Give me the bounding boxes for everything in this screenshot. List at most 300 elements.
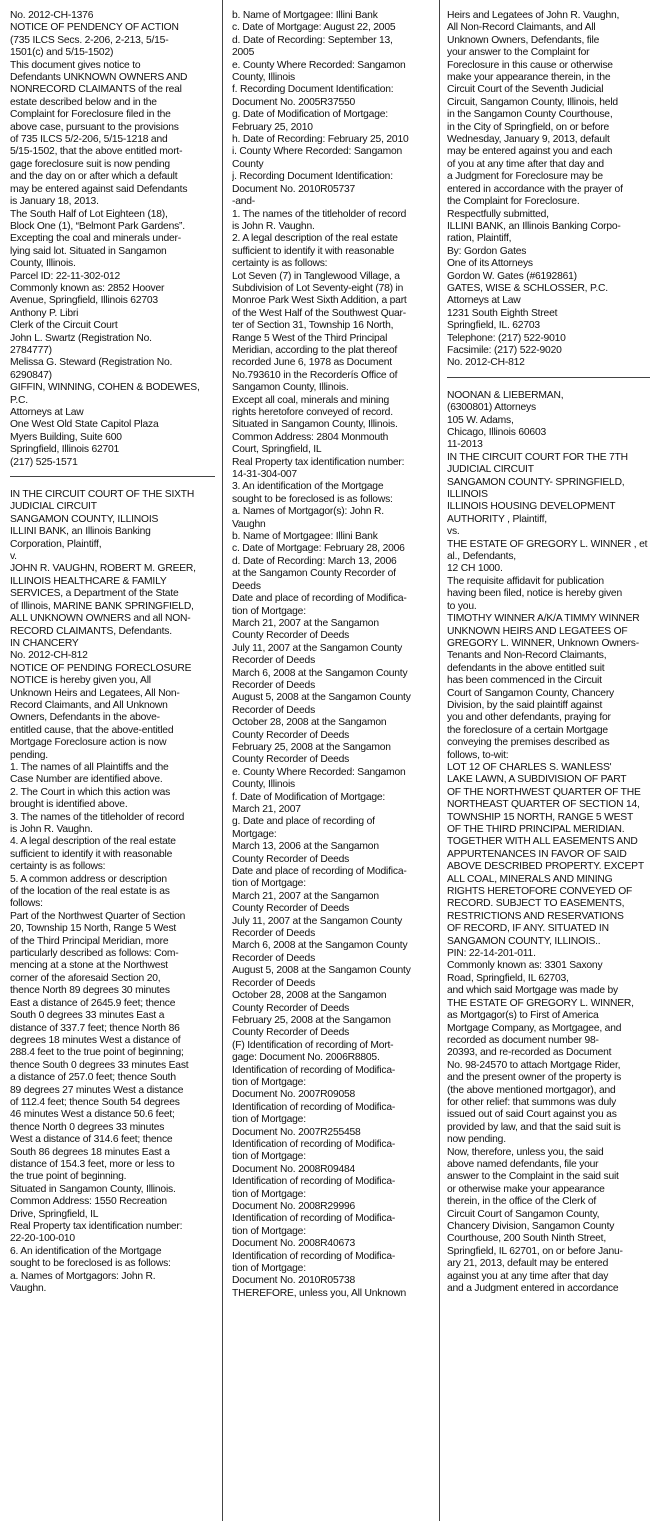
notice-line: LAKE LAWN, A SUBDIVISION OF PART	[447, 774, 627, 786]
notice-line: March 13, 2006 at the Sangamon	[232, 841, 379, 853]
notice-line: Corporation, Plaintiff,	[10, 538, 102, 550]
notice-line: Date and place of recording of Modifica-	[232, 593, 407, 605]
notice-line: Anthony P. Libri	[10, 307, 79, 319]
notice-line: and which said Mortgage was made by	[447, 985, 619, 997]
notice-line: PIN: 22-14-201-011.	[447, 948, 536, 960]
notice-line: or otherwise make your appearance	[447, 1183, 605, 1195]
notice-line: Courthouse, 200 South Ninth Street,	[447, 1233, 606, 1245]
notice-line: brought is identified above.	[10, 799, 128, 811]
notice-line: corner of the aforesaid Section 20,	[10, 972, 161, 984]
notice-line: 3. An identification of the Mortgage	[232, 481, 384, 493]
notice-line: Document No. 2007R255458	[232, 1126, 361, 1138]
notice-line: County Recorder of Deeds	[232, 754, 350, 766]
notice-line: entered in accordance with the prayer of	[447, 183, 623, 195]
notice-line: TOWNSHIP 15 NORTH, RANGE 5 WEST	[447, 811, 634, 823]
notice-line: (735 ILCS Secs. 2-206, 2-213, 5/15-	[10, 34, 169, 46]
notice-line: 6290847)	[10, 369, 52, 381]
notice-line: GIFFIN, WINNING, COHEN & BODEWES,	[10, 382, 200, 394]
notice-line: TOGETHER WITH ALL EASEMENTS AND	[447, 836, 638, 848]
notice-line: Real Property tax identification number:	[10, 1221, 183, 1232]
notice-line: Telephone: (217) 522-9010	[447, 332, 566, 344]
column-divider-2	[439, 0, 440, 1521]
notice-line: July 11, 2007 at the Sangamon County	[232, 915, 403, 927]
notice-line: b. Name of Mortgagee: Illini Bank	[232, 531, 378, 543]
notice-line: March 6, 2008 at the Sangamon County	[232, 667, 408, 679]
notice-line: distance of 154.3 feet, more or less to	[10, 1158, 175, 1170]
notice-line: February 25, 2008 at the Sangamon	[232, 1014, 391, 1026]
notice-line: 5/15-1502, that the above entitled mort-	[10, 146, 183, 158]
notice-line: Clerk of the Circuit Court	[10, 320, 118, 332]
notice-line: j. Recording Document Identification:	[232, 171, 393, 183]
notice-line: entitled cause, that the above-entitled	[10, 724, 174, 736]
notice-line: 11-2013	[447, 439, 483, 451]
notice-line: NOTICE OF PENDENCY OF ACTION	[10, 22, 179, 34]
notice-line: 20, Township 15 North, Range 5 West	[10, 923, 177, 935]
notice-line: at the Sangamon County Recorder of	[232, 568, 396, 580]
notice-line: is John R. Vaughn.	[232, 220, 315, 232]
notice-line: March 6, 2008 at the Sangamon County	[232, 940, 408, 952]
notice-line: The requisite affidavit for publication	[447, 575, 604, 587]
notice-line: Document No. 2010R05737	[232, 183, 356, 195]
notice-line: Identification of recording of Modifica-	[232, 1213, 396, 1225]
notice-line: ALL UNKNOWN OWNERS and all NON-	[10, 613, 191, 625]
notice-line: Attorneys at Law	[10, 407, 84, 418]
notice-line: therein, in the office of the Clerk of	[447, 1196, 597, 1208]
notice-line: Identification of recording of Modifica-	[232, 1176, 396, 1188]
notice-line: vs.	[447, 526, 460, 538]
notice-line: Common Address: 1550 Recreation	[10, 1196, 167, 1208]
notice-line: gage foreclosure suit is now pending	[10, 158, 170, 170]
notice-line: Court of Sangamon County, Chancery	[447, 687, 615, 699]
column-2	[232, 10, 433, 1515]
notice-line: having been filed, notice is hereby given	[447, 588, 622, 600]
notice-line: is January 18, 2013.	[10, 196, 99, 208]
column-divider-1	[222, 0, 223, 1521]
notice-line: your answer to the Complaint for	[447, 47, 590, 59]
notice-line: 14-31-304-007	[232, 469, 297, 481]
notice-line: certainty is as follows:	[232, 258, 328, 270]
notice-line: v.	[10, 551, 17, 563]
notice-line: may be entered against you and each	[447, 146, 613, 158]
notice-line: County Recorder of Deeds	[232, 729, 350, 741]
notice-line: the foreclosure of a certain Mortgage	[447, 724, 608, 736]
notice-line: above case, pursuant to the provisions	[10, 121, 179, 133]
notice-line: b. Name of Mortgagee: Illini Bank	[232, 10, 378, 21]
notice-line: July 11, 2007 at the Sangamon County	[232, 642, 403, 654]
notice-line: Except all coal, minerals and mining	[232, 394, 390, 406]
notice-line: Unknown Owners, Defendants, file	[447, 34, 600, 46]
notice-line: mencing at a stone at the Northwest	[10, 960, 168, 972]
notice-line: Attorneys at Law	[447, 295, 521, 307]
notice-line: lying said lot. Situated in Sangamon	[10, 245, 167, 257]
notice-line: of 112.4 feet; thence South 54 degrees	[10, 1096, 180, 1108]
notice-line: 20393, and re-recorded as Document	[447, 1047, 612, 1059]
notice-line: Document No. 2010R05738	[232, 1275, 356, 1287]
notice-line: particularly described as follows: Com-	[10, 948, 179, 960]
notice-line: NORTHEAST QUARTER OF SECTION 14,	[447, 799, 640, 811]
notice-line: e. County Where Recorded: Sangamon	[232, 59, 406, 71]
notice-line: in the Sangamon County Courthouse,	[447, 109, 613, 121]
notice-line: Recorder of Deeds	[232, 679, 316, 691]
notice-line: OF RECORD, IF ANY. SITUATED IN	[447, 923, 609, 935]
notice-line: c. Date of Mortgage: February 28, 2006	[232, 543, 405, 555]
notice-line: and the present owner of the property is	[447, 1072, 622, 1084]
notice-line: Chicago, Illinois 60603	[447, 427, 547, 438]
notice-line: Identification of recording of Modifica-	[232, 1101, 396, 1113]
notice-line: a. Names of Mortgagor(s): John R.	[232, 506, 384, 518]
notice-line: above named defendants, file your	[447, 1158, 599, 1170]
notice-line: d. Date of Recording: March 13, 2006	[232, 555, 397, 567]
notice-line: Record Claimants, and All Unknown	[10, 699, 168, 711]
notice-line: County Recorder of Deeds	[232, 853, 350, 865]
notice-line: August 5, 2008 at the Sangamon County	[232, 965, 411, 977]
notice-line: Melissa G. Steward (Registration No.	[10, 357, 173, 369]
notice-line: Chancery Division, Sangamon County	[447, 1221, 615, 1232]
notice-line: GREGORY L. WINNER, Unknown Owners-	[447, 637, 639, 649]
notice-line: SANGAMON COUNTY, ILLINOIS	[10, 513, 159, 525]
notice-line: ration, Plaintiff,	[447, 233, 512, 245]
notice-line: Subdivision of Lot Seventy-eight (78) in	[232, 282, 404, 294]
notice-line: distance of 337.7 feet; thence North 86	[10, 1022, 180, 1034]
notice-line: Heirs and Legatees of John R. Vaughn,	[447, 10, 620, 21]
notice-line: SANGAMON COUNTY, ILLINOIS..	[447, 935, 601, 947]
notice-line: Circuit Court of Sangamon County,	[447, 1208, 600, 1220]
notice-line: answer to the Complaint in the said suit	[447, 1171, 619, 1183]
notice-line: (6300801) Attorneys	[447, 402, 536, 414]
notice-line: Identification of recording of Modifica-	[232, 1250, 396, 1262]
notice-line: of the Third Principal Meridian, more	[10, 935, 169, 947]
notice-line: tion of Mortgage:	[232, 1151, 306, 1163]
notice-line: The South Half of Lot Eighteen (18),	[10, 208, 168, 220]
notice-line: Block One (1), “Belmont Park Gardens”.	[10, 220, 185, 232]
notice-line: 1. The names of the titleholder of record	[232, 208, 407, 220]
notice-line: 5. A common address or description	[10, 873, 167, 885]
notice-line: for other relief: that summons was duly	[447, 1096, 617, 1108]
notice-line: 22-20-100-010	[10, 1233, 75, 1245]
notice-line: a distance of 257.0 feet; thence South	[10, 1072, 176, 1084]
notice-line: RECORD. SUBJECT TO EASEMENTS,	[447, 898, 625, 910]
notice-line: Springfield, IL 62701, on or before Janu-	[447, 1245, 623, 1257]
notice-line: (F) Identification of recording of Mort-	[232, 1039, 394, 1051]
notice-line: By: Gordon Gates	[447, 245, 527, 257]
notice-line: Document No. 2008R09484	[232, 1163, 356, 1175]
notice-line: a Judgment for Foreclosure may be	[447, 171, 603, 183]
notice-line: Recorder of Deeds	[232, 704, 316, 716]
notice-line: g. Date of Modification of Mortgage:	[232, 109, 388, 121]
notice-line: f. Date of Modification of Mortgage:	[232, 791, 386, 803]
notice-line: Myers Building, Suite 600	[10, 431, 122, 443]
notice-line: provided by law, and that the said suit is	[447, 1121, 621, 1133]
notice-line: thence South 0 degrees 33 minutes East	[10, 1059, 189, 1071]
notice-line: Document No. 2007R09058	[232, 1089, 356, 1101]
notice-line: conveying the premises described as	[447, 737, 610, 749]
notice-line: tion of Mortgage:	[232, 1225, 306, 1237]
notice-line: Lot Seven (7) in Tanglewood Village, a	[232, 270, 400, 282]
notice-line: 1501(c) and 5/15-1502)	[10, 47, 114, 59]
notice-line: 2005	[232, 47, 255, 59]
notice-line: Sangamon County, Illinois.	[232, 382, 349, 394]
notice-line: No. 2012-CH-812	[10, 650, 88, 662]
notice-line: Deeds	[232, 580, 261, 592]
notice-line: degrees 18 minutes West a distance of	[10, 1034, 181, 1046]
notice-line: ALL COAL, MINERALS AND MINING	[447, 873, 613, 885]
notice-line: is John R. Vaughn.	[10, 824, 93, 835]
notice-line: All Non-Record Claimants, and All	[447, 22, 596, 34]
notice-line: Springfield, Illinois 62701	[10, 444, 120, 456]
notice-line: SANGAMON COUNTY- SPRINGFIELD,	[447, 476, 625, 488]
notice-line: Springfield, IL. 62703	[447, 320, 540, 332]
notice-line: Circuit, Sangamon County, Illinois, held	[447, 96, 618, 108]
notice-line: has been commenced in the Circuit	[447, 675, 602, 687]
notice-line: 3. The names of the titleholder of record	[10, 811, 185, 823]
notice-line: Commonly known as: 3301 Saxony	[447, 960, 603, 972]
notice-line: as Mortgagor(s) to First of America	[447, 1010, 599, 1022]
notice-line: County, Illinois.	[10, 258, 76, 270]
notice-line: No. 98-24570 to attach Mortgage Rider,	[447, 1059, 621, 1071]
notice-line: County Recorder of Deeds	[232, 630, 350, 642]
notice-line: Drive, Springfield, IL	[10, 1208, 99, 1220]
notice-line: recorded June 6, 1978 as Document	[232, 357, 392, 369]
notice-line: sufficient to identify it with reasonable	[232, 245, 395, 257]
notice-line: 12 CH 1000.	[447, 563, 503, 575]
notice-line: Parcel ID: 22-11-302-012	[10, 270, 121, 282]
notice-line: al., Defendants,	[447, 551, 516, 563]
notice-line: follows, to-wit:	[447, 749, 509, 761]
notice-line: Identification of recording of Modifica-	[232, 1138, 396, 1150]
notice-line: tion of Mortgage:	[232, 605, 306, 617]
notice-line: February 25, 2010	[232, 121, 313, 133]
notice-line: NOONAN & LIEBERMAN,	[447, 389, 564, 401]
notice-line: in the City of Springfield, on or before	[447, 121, 609, 133]
notice-line: sought to be foreclosed is as follows:	[10, 1258, 171, 1270]
notice-line: County, Illinois	[232, 779, 295, 791]
notice-line: IN THE CIRCUIT COURT FOR THE 7TH	[447, 451, 628, 463]
notice-line: the Complaint for Foreclosure.	[447, 196, 580, 208]
notice-line: JOHN R. VAUGHN, ROBERT M. GREER,	[10, 563, 196, 575]
notice-line: Mortgage Foreclosure action is now	[10, 737, 167, 749]
column-1	[10, 10, 215, 1510]
notice-line: Gordon W. Gates (#6192861)	[447, 270, 577, 282]
notice-line: Date and place of recording of Modifica-	[232, 866, 407, 878]
notice-line: THE ESTATE OF GREGORY L. WINNER , et	[447, 538, 648, 550]
notice-line: One West Old State Capitol Plaza	[10, 419, 159, 431]
notice-line: Identification of recording of Modifica-	[232, 1064, 396, 1076]
notice-line: (the above mentioned mortgagor), and	[447, 1084, 616, 1096]
notice-line: estate described below and in the	[10, 96, 157, 108]
notice-line: i. County Where Recorded: Sangamon	[232, 146, 403, 158]
notice-line: County Recorder of Deeds	[232, 1002, 350, 1014]
notice-line: tion of Mortgage:	[232, 1188, 306, 1200]
notice-line: Document No. 2005R37550	[232, 96, 356, 108]
notice-line: Monroe Park West Sixth Addition, a part	[232, 295, 407, 307]
notice-line: Recorder of Deeds	[232, 655, 316, 667]
notice-line: 2. A legal description of the real estate	[232, 233, 398, 245]
notice-line: the true point of beginning.	[10, 1171, 127, 1183]
notice-line: This document gives notice to	[10, 59, 141, 71]
notice-line: 105 W. Adams,	[447, 414, 514, 426]
notice-line: Facsimile: (217) 522-9020	[447, 344, 562, 356]
notice-line: Defendants UNKNOWN OWNERS AND	[10, 72, 188, 84]
notice-line: Now, therefore, unless you, the said	[447, 1146, 604, 1158]
notice-line: Range 5 West of the Third Principal	[232, 332, 388, 344]
notice-line: IN CHANCERY	[10, 637, 79, 649]
legal-notice	[232, 10, 433, 1300]
notice-line: OF THE THIRD PRINCIPAL MERIDIAN.	[447, 824, 625, 835]
notice-line: you and other defendants, praying for	[447, 712, 611, 724]
notice-line: Vaughn.	[10, 1283, 47, 1295]
notice-line: October 28, 2008 at the Sangamon	[232, 990, 387, 1002]
notice-line: ILLINI BANK, an Illinois Banking	[10, 526, 151, 538]
notice-line: Commonly known as: 2852 Hoover	[10, 282, 165, 294]
notice-line: 1231 South Eighth Street	[447, 307, 558, 319]
notice-line: issued out of said Court against you as	[447, 1109, 617, 1121]
notice-divider	[10, 476, 215, 477]
notice-line: February 25, 2008 at the Sangamon	[232, 741, 391, 753]
notice-line: UNKNOWN HEIRS AND LEGATEES OF	[447, 625, 628, 637]
notice-line: AUTHORITY , Plaintiff,	[447, 513, 547, 525]
notice-line: tion of Mortgage:	[232, 878, 306, 890]
notice-line: (217) 525-1571	[10, 456, 78, 468]
notice-line: Unknown Heirs and Legatees, All Non-	[10, 687, 180, 699]
notice-line: P.C.	[10, 394, 28, 406]
notice-line: LOT 12 OF CHARLES S. WANLESS'	[447, 761, 612, 773]
notice-line: of the location of the real estate is as	[10, 886, 170, 898]
notice-line: Court, Springfield, IL	[232, 444, 322, 456]
notice-line: d. Date of Recording: September 13,	[232, 34, 393, 46]
notice-line: August 5, 2008 at the Sangamon County	[232, 692, 411, 704]
notice-line: RIGHTS HERETOFORE CONVEYED OF	[447, 886, 633, 898]
notice-line: Recorder of Deeds	[232, 977, 316, 989]
notice-line: South 86 degrees 18 minutes East a	[10, 1146, 170, 1158]
notice-line: h. Date of Recording: February 25, 2010	[232, 134, 409, 146]
notice-line: Wednesday, January 9, 2013, default	[447, 134, 610, 146]
notice-line: RECORD CLAIMANTS, Defendants.	[10, 625, 172, 637]
notice-line: and a Judgment entered in accordance	[447, 1283, 619, 1295]
notice-line: Document No. 2008R40673	[232, 1238, 356, 1250]
notice-line: West a distance of 314.6 feet; thence	[10, 1134, 173, 1146]
notice-line: 1. The names of all Plaintiffs and the	[10, 761, 169, 773]
notice-line: March 21, 2007 at the Sangamon	[232, 890, 379, 902]
notice-line: 89 degrees 27 minutes West a distance	[10, 1084, 184, 1096]
notice-line: East a distance of 2645.9 feet; thence	[10, 997, 176, 1009]
notice-line: ILLINOIS	[447, 489, 488, 501]
notice-line: County	[232, 158, 264, 170]
notice-line: Owners, Defendants in the above-	[10, 712, 160, 724]
notice-line: NOTICE OF PENDING FORECLOSURE	[10, 662, 192, 674]
notice-line: SERVICES, a Department of the State	[10, 588, 179, 600]
notice-line: Real Property tax identification number:	[232, 456, 405, 468]
legal-notice	[447, 10, 650, 370]
notice-line: follows:	[10, 898, 43, 910]
notice-line: Circuit Court of the Seventh Judicial	[447, 84, 604, 96]
notice-line: ary 21, 2013, default may be entered	[447, 1258, 609, 1270]
notice-line: OF THE NORTHWEST QUARTER OF THE	[447, 786, 641, 798]
notice-line: County Recorder of Deeds	[232, 903, 350, 915]
notice-line: Foreclosure in this cause or otherwise	[447, 59, 613, 71]
notice-line: c. Date of Mortgage: August 22, 2005	[232, 22, 396, 34]
notice-line: Vaughn	[232, 518, 266, 530]
notice-line: now pending.	[447, 1134, 506, 1146]
notice-line: October 28, 2008 at the Sangamon	[232, 717, 387, 729]
notice-line: gage: Document No. 2006R8805.	[232, 1052, 380, 1064]
notice-line: RESTRICTIONS AND RESERVATIONS	[447, 910, 624, 922]
notice-line: recorded as document number 98-	[447, 1034, 599, 1046]
notice-line: of you at any time after that day and	[447, 158, 604, 170]
notice-line: pending.	[10, 749, 48, 761]
notice-line: of Illinois, MARINE BANK SPRINGFIELD,	[10, 600, 194, 612]
notice-line: Part of the Northwest Quarter of Section	[10, 910, 186, 922]
notice-line: THEREFORE, unless you, All Unknown	[232, 1287, 407, 1299]
notice-line: of the West Half of the Southwest Quar-	[232, 307, 407, 319]
notice-line: of 735 ILCS 5/2-206, 5/15-1218 and	[10, 134, 168, 146]
notice-line: and the day on or after which a default	[10, 171, 178, 183]
notice-line: Road, Springfield, IL 62703,	[447, 972, 569, 984]
notice-line: Meridian, according to the plat thereof	[232, 344, 398, 356]
legal-notice	[10, 489, 215, 1295]
notice-line: sufficient to identify it with reasonable	[10, 848, 173, 860]
notice-line: rights heretofore conveyed of record.	[232, 407, 393, 418]
notice-line: 2. The Court in which this action was	[10, 786, 171, 798]
notice-line: Recorder of Deeds	[232, 928, 316, 940]
notice-line: tion of Mortgage:	[232, 1076, 306, 1088]
notice-line: tion of Mortgage:	[232, 1114, 306, 1126]
notice-line: No. 2012-CH-1376	[10, 10, 94, 21]
notice-line: Document No. 2008R29996	[232, 1201, 356, 1212]
notice-line: against you at any time after that day	[447, 1270, 609, 1282]
notice-line: Respectfully submitted,	[447, 208, 549, 220]
notice-line: g. Date and place of recording of	[232, 816, 375, 828]
notice-line: -and-	[232, 196, 256, 208]
notice-line: Division, by the said plaintiff against	[447, 699, 603, 711]
notice-line: March 21, 2007	[232, 804, 301, 815]
notice-line: March 21, 2007 at the Sangamon	[232, 617, 379, 629]
notice-line: to you.	[447, 600, 477, 612]
notice-line: JUDICIAL CIRCUIT	[10, 501, 97, 513]
notice-line: County, Illinois	[232, 72, 295, 84]
notice-line: ABOVE DESCRIBED PROPERTY. EXCEPT	[447, 861, 644, 873]
notice-line: ILLINOIS HOUSING DEVELOPMENT	[447, 501, 616, 513]
notice-line: Tenants and Non-Record Claimants,	[447, 650, 607, 662]
notice-line: Complaint for Foreclosure filed in the	[10, 109, 171, 121]
notice-line: No.793610 in the Recorderís Office of	[232, 369, 398, 381]
notice-line: ILLINI BANK, an Illinois Banking Corpo-	[447, 220, 621, 232]
notice-line: f. Recording Document Identification:	[232, 84, 394, 96]
notice-line: thence North 0 degrees 33 minutes	[10, 1121, 165, 1133]
notice-line: e. County Where Recorded: Sangamon	[232, 766, 406, 778]
notice-line: TIMOTHY WINNER A/K/A TIMMY WINNER	[447, 613, 640, 625]
notice-line: One of its Attorneys	[447, 258, 533, 270]
notice-line: Mortgage:	[232, 828, 277, 840]
notice-line: Situated in Sangamon County, Illinois.	[10, 1183, 176, 1195]
notice-line: GATES, WISE & SCHLOSSER, P.C.	[447, 282, 608, 294]
notice-line: THE ESTATE OF GREGORY L. WINNER,	[447, 997, 634, 1009]
notice-line: 6. An identification of the Mortgage	[10, 1245, 162, 1257]
notice-line: JUDICIAL CIRCUIT	[447, 464, 534, 476]
column-3	[447, 10, 650, 1515]
notice-line: NOTICE is hereby given you, All	[10, 675, 151, 687]
notice-line: NONRECORD CLAIMANTS of the real	[10, 84, 182, 96]
notice-line: sought to be foreclosed is as follows:	[232, 493, 393, 505]
notice-line: South 0 degrees 33 minutes East a	[10, 1010, 165, 1022]
notice-line: ILLINOIS HEALTHCARE & FAMILY	[10, 575, 167, 587]
notice-line: Recorder of Deeds	[232, 952, 316, 964]
notice-line: John L. Swartz (Registration No.	[10, 332, 152, 344]
notice-line: may be entered against said Defendants	[10, 183, 188, 195]
notice-line: APPURTENANCES IN FAVOR OF SAID	[447, 848, 627, 860]
notice-line: No. 2012-CH-812	[447, 357, 525, 369]
legal-notice	[447, 390, 650, 1296]
notice-line: Common Address: 2804 Monmouth	[232, 431, 389, 443]
